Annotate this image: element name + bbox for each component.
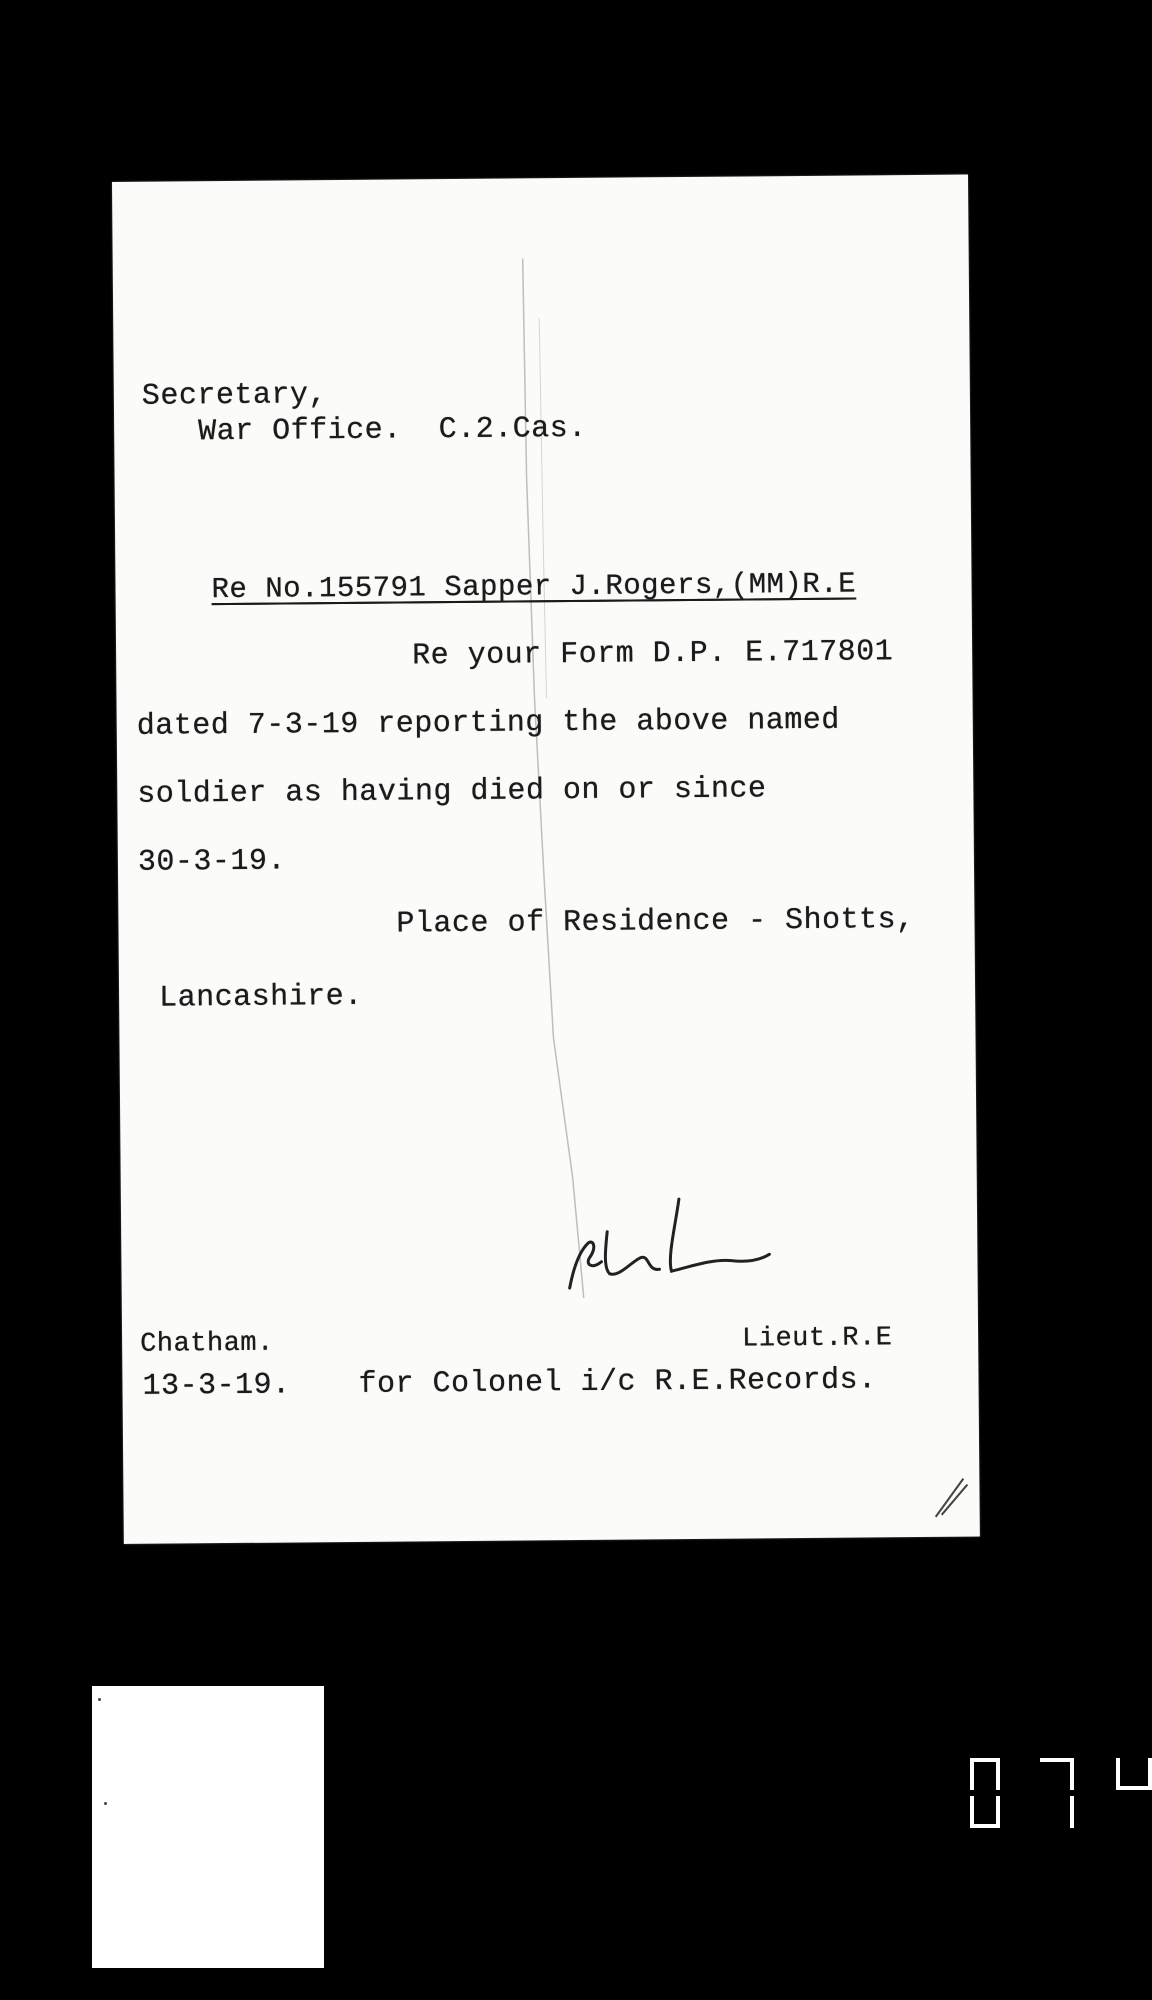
body-line-1: Re your Form D.P. E.717801 [412,635,894,674]
signatory-rank: Lieut.R.E [741,1323,893,1355]
card-speck [104,1802,107,1805]
card-speck [98,1698,101,1701]
handwritten-signature [561,1186,782,1298]
paper-corner-mark [931,1471,971,1521]
place-of-issue: Chatham. [140,1328,274,1360]
residence-line-1: Place of Residence - Shotts, [396,903,915,942]
frame-number-glyphs [958,1754,1152,1834]
body-line-2: dated 7-3-19 reporting the above named [136,703,841,744]
addressee-line-2: War Office. C.2.Cas. [198,411,587,450]
addressee-line-1: Secretary, [141,378,328,414]
letter-date: 13-3-19. [142,1368,291,1404]
signatory-title: for Colonel i/c R.E.Records. [358,1363,877,1402]
blank-index-card [92,1686,324,1968]
body-line-3: soldier as having died on or since [137,772,767,812]
letter-sheet [112,175,980,1544]
subject-line: Re No.155791 Sapper J.Rogers,(MM)R.E [211,567,857,607]
residence-line-2: Lancashire. [158,979,363,1016]
body-line-4: 30-3-19. [137,844,287,880]
